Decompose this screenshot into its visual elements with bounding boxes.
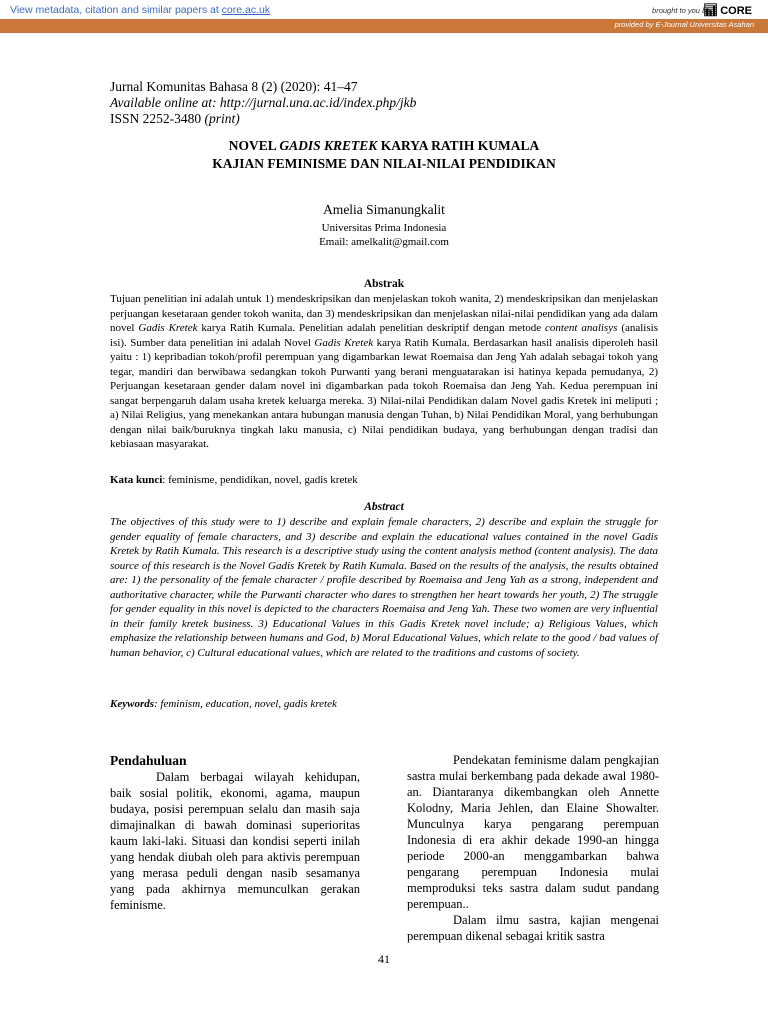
abstrak-body: Tujuan penelitian ini adalah untuk 1) mendeskripsikan dan menjelaskan tokoh wanita, 2) mendeskripsikan dan menjelaskan perjuangan kesetaraan gender tokoh wanita, dan 3) mendeskripsikan dan menjelaskan nilai-nilai pendidikan yang ada dalam novel Gadis Kretek karya Ratih Kumala. Penelitian adalah penelitian deskriptif dengan metode content analisys (analisis isi). Sumber data penelitian ini adalah Novel Gadis Kretek karya Ratih Kumala. Berdasarkan hasil analisis diperoleh hasil yaitu : 1) kepribadian tokoh/profil perempuan yang digambarkan lewat Roemaisa dan Jeng Yah adalah sebagai tokoh yang tegar, mandiri dan berwibawa sedangkan tokoh Purwanti yang berani menguatarakan isi hatinya kepada pemudanya, 2) Perjuangan kesetaraan gender dalam novel ini digambarkan pada tokoh Roemaisa dan Jeng Yah. Kedua perempuan ini sangat berpengaruh dalam usaha kretek keluarga mereka. 3) Nilai-nilai Pendidikan dalam Novel gadis Kretek ini meliputi ; a) Nilai Religius, yang menekankan antara hubungan manusia dengan Tuhan, b) Nilai Pendidikan Moral, yang berhubungan dengan nilai baik/buruknya tingkah laku manusia, c) Nilai pendidikan budaya, yang berhubungan dengan tradisi dan kebiasaan masyarakat. [110,293,659,450]
issn-text: ISSN 2252-3480 [110,111,205,126]
paper-title-line-2: KAJIAN FEMINISME DAN NILAI-NILAI PENDIDIKAN [212,156,556,171]
core-logo-icon: 📊︎ [702,3,719,17]
title-part-b: KARYA RATIH KUMALA [377,138,540,153]
issn-print: (print) [204,111,240,126]
kata-kunci [110,473,658,488]
metadata-link-prefix[interactable]: View metadata, citation and similar papers at [10,4,222,16]
literary-criticism-paragraph: Dalam ilmu sastra, kajian mengenai perempuan dikenal sebagai kritik sastra [407,913,659,943]
author-name: Amelia Simanungkalit [323,202,445,217]
title-part-a: NOVEL [228,138,280,153]
section-heading-pendahuluan: Pendahuluan [110,753,187,768]
abstract-heading: Abstract [364,501,404,513]
author-email: Email: amelkalit@gmail.com [319,236,449,248]
keywords [110,697,658,712]
paper-title-line-1 [100,137,668,154]
journal-citation: Jurnal Komunitas Bahasa 8 (2) (2020): 41–47 [110,79,358,94]
brought-to-you-label: brought to you by [652,6,710,15]
intro-paragraph: Dalam berbagai wilayah kehidupan, baik sosial politik, ekonomi, agama, maupun budaya, posisi perempuan selalu dan masih saja dimajinalkan di bawah dominasi superioritas kaum laki-laki. Situasi dan kondisi seperti inilah yang hendak diubah oleh para aktivis perempuan yang merasa peduli dengan nasib sesamanya yang pada akhirnya memunculkan gerakan feminisme. [110,770,360,912]
page-number: 41 [378,952,390,966]
journal-url[interactable]: Available online at: http://jurnal.una.ac.id/index.php/jkb [110,95,417,110]
abstract-body: The objectives of this study were to 1) describe and explain female characters, 2) describe and explain the struggle for gender equality of female characters, and 3) describe and explain the educational values contained in the novel Gadis Kretek by Ratih Kumala. This research is a descriptive study using the content analysis method (content analysis). The data source of this research is the Novel Gadis Kretek by Ratih Kumala. Based on the results of the analysis, the results obtained are: 1) the personality of the female character / profile described by Roemaisa and Jeng Yah as a strong, independent and authoritative character, while the Purwanti character who dares to strengthen her heart towards her youth, 2) The struggle for gender equality in this novel is depicted to the characters Roemaisa and Jeng Yah. These two women are very influential in their family kretek business. 3) Educational Values in this Gadis Kretek novel include; a) Religious Values, which emphasize the relationship between humans and God, b) Moral Educational Values, which relate to the good / bad values of human behavior, c) Cultural educational values, which are related to the traditions and customs of society. [110,516,658,659]
core-ac-uk-link[interactable]: core.ac.uk [221,4,271,16]
kata-kunci-text: : feminisme, pendidikan, novel, gadis kretek [162,474,358,486]
core-logo-text: CORE [720,5,752,17]
kata-kunci-label: Kata kunci [110,474,163,486]
feminism-approach-paragraph: Pendekatan feminisme dalam pengkajian sastra mulai berkembang pada dekade awal 1980-an. Diantaranya dikembangkan oleh Annette Kolodny, Maria Jehlen, dan Elaine Showalter. Munculnya karya pengarang perempuan Indonesia di era akhir dekade 1990-an hingga periode 2000-an menggambarkan bahwa pengarang perempuan Indonesia mulai memproduksi teks sastra dalam sudut pandang perempuan.. [407,753,659,911]
core-logo[interactable] [703,3,752,17]
keywords-text: : feminism, education, novel, gadis kretek [154,698,337,710]
title-novel-name: GADIS KRETEK [279,138,378,153]
core-header-bar [0,0,768,34]
right-column [407,752,659,944]
keywords-label: Keywords [110,698,154,710]
journal-issn [110,111,240,127]
author-affiliation: Universitas Prima Indonesia [321,222,447,234]
provided-by-label[interactable]: provided by E-Journal Universitas Asahan [614,20,754,29]
abstrak-heading: Abstrak [363,278,405,290]
left-column [110,753,360,913]
metadata-link[interactable] [10,4,270,16]
